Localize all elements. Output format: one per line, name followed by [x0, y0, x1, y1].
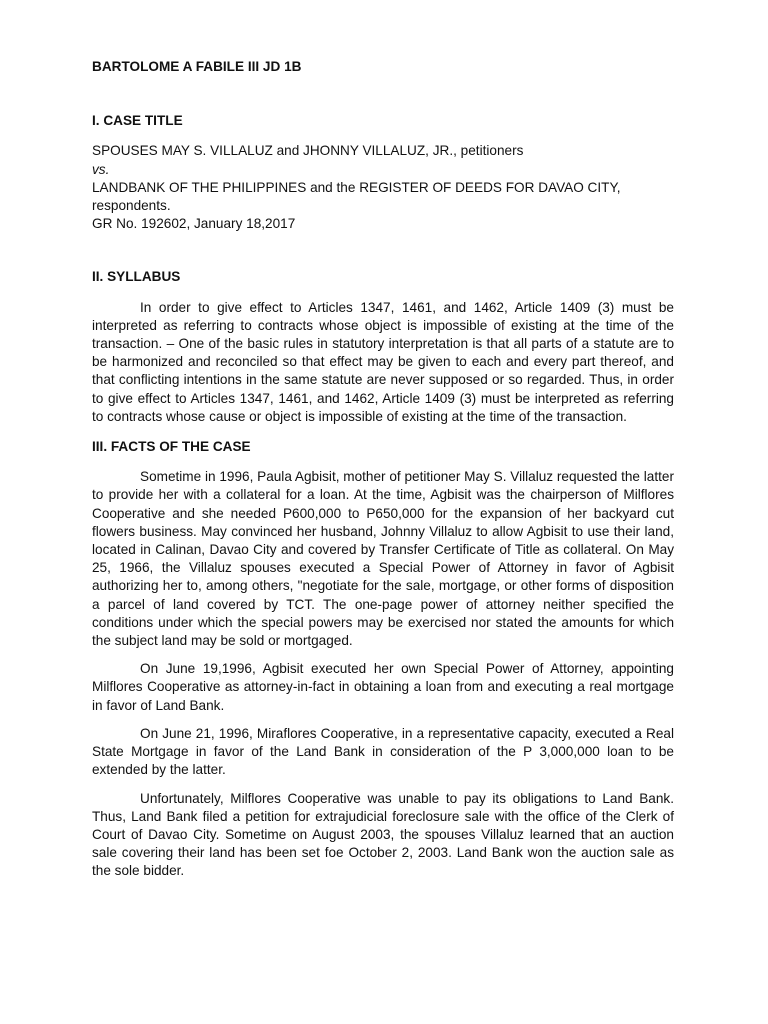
case-title-block	[92, 142, 674, 233]
author-line: BARTOLOME A FABILE III JD 1B	[92, 59, 302, 74]
facts-paragraph-1: Sometime in 1996, Paula Agbisit, mother of petitioner May S. Villaluz requested the latter to provide her with a collateral for a loan. At the time, Agbisit was the chairperson of Milflores Cooperative and she needed P600,000 to P650,000 for the expansion of her backyard cut flowers business. May convinced her husband, Johnny Villaluz to allow Agbisit to use their land, located in Calinan, Davao City and covered by Transfer Certificate of Title as collateral. On May 25, 1966, the Villaluz spouses executed a Special Power of Attorney in favor of Agbisit authorizing her to, among others, "negotiate for the sale, mortgage, or other forms of disposition a parcel of land covered by TCT. The one-page power of attorney neither specified the conditions under which the special powers may be exercised nor stated the amounts for which the subject land may be sold or mortgaged.	[92, 469, 674, 649]
respondents-line: LANDBANK OF THE PHILIPPINES and the REGISTER OF DEEDS FOR DAVAO CITY, respondents.	[92, 179, 621, 214]
facts-paragraph-2: On June 19,1996, Agbisit executed her own Special Power of Attorney, appointing Milflores Cooperative as attorney-in-fact in obtaining a loan from and executing a real mortgage in favor of Land Bank.	[92, 661, 674, 713]
syllabus-heading: II. SYLLABUS	[92, 269, 181, 285]
syllabus-paragraph: In order to give effect to Articles 1347, 1461, and 1462, Article 1409 (3) must be interpreted as referring to contracts whose object is impossible of existing at the time of the transaction. – One of the basic rules in statutory interpretation is that all parts of a statute are to be harmonized and reconciled so that effect may be given to each and every part thereof, and that conflicting intentions in the same statute are never supposed or so regarded. Thus, in order to give effect to Articles 1347, 1461, and 1462, Article 1409 (3) must be interpreted as referring to contracts whose cause or object is impossible of existing at the time of the transaction.	[92, 299, 674, 424]
facts-heading: III. FACTS OF THE CASE	[92, 439, 251, 455]
facts-paragraph-4: Unfortunately, Milflores Cooperative was unable to pay its obligations to Land Bank. Thus, Land Bank filed a petition for extrajudicial foreclosure sale with the office of the Clerk of Court of Davao City. Sometime on August 2003, the spouses Villaluz learned that an auction sale covering their land has been set foe October 2, 2003. Land Bank won the auction sale as the sole bidder.	[92, 790, 674, 879]
petitioners-line: SPOUSES MAY S. VILLALUZ and JHONNY VILLALUZ, JR., petitioners	[92, 143, 524, 159]
facts-paragraph-3: On June 21, 1996, Miraflores Cooperative, in a representative capacity, executed a Real State Mortgage in favor of the Land Bank in consideration of the P 3,000,000 loan to be extended by the latter.	[92, 725, 674, 778]
gr-number-line: GR No. 192602, January 18,2017	[92, 216, 296, 232]
document-page	[92, 58, 674, 891]
versus-line: vs.	[92, 161, 110, 177]
case-title-heading: I. CASE TITLE	[92, 113, 183, 129]
